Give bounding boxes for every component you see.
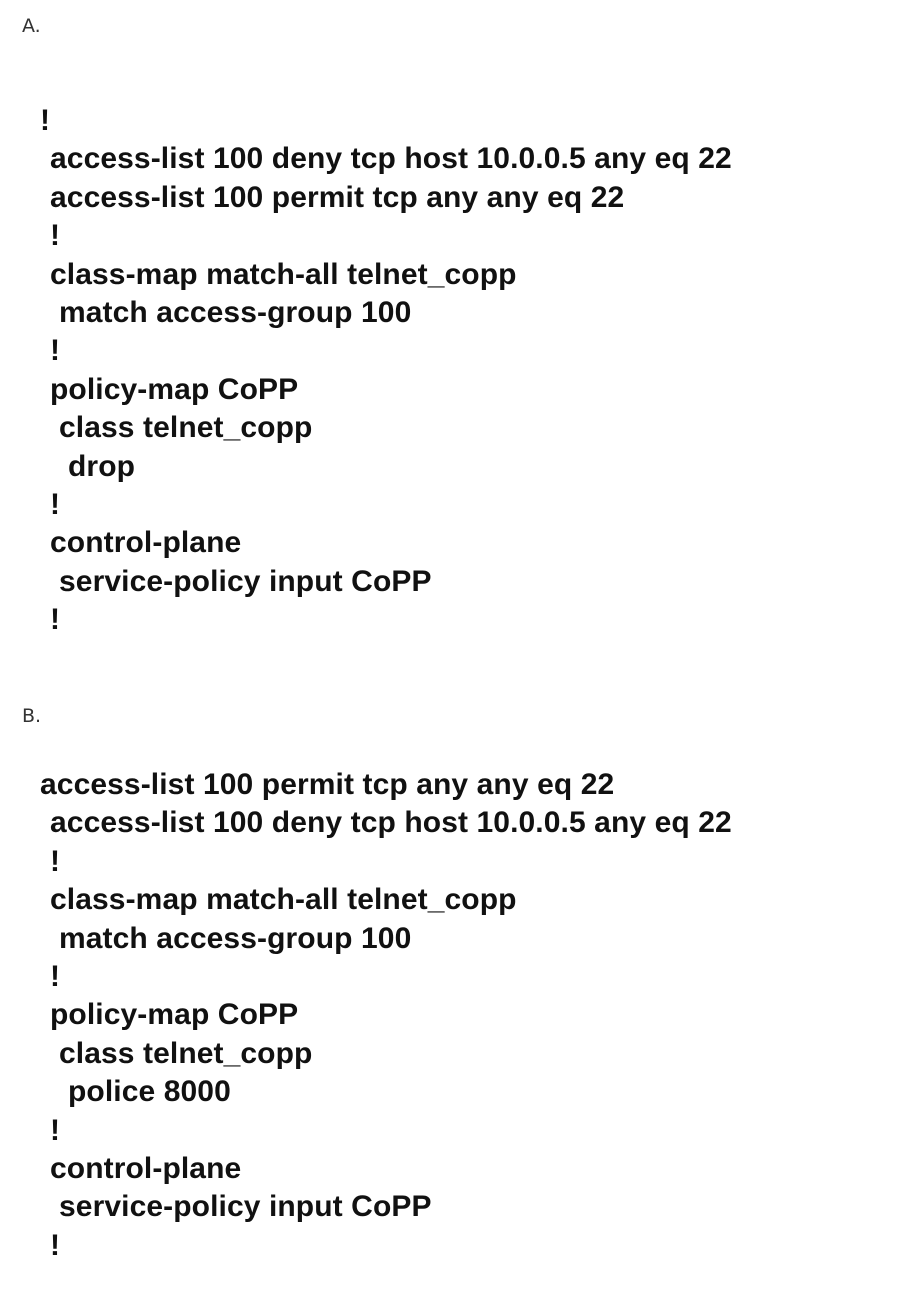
config-line: access-list 100 deny tcp host 10.0.0.5 any eq 22 <box>50 142 732 175</box>
config-line: ! <box>40 104 51 137</box>
config-line: ! <box>50 219 61 252</box>
config-line: match access-group 100 <box>59 922 412 955</box>
config-line: access-list 100 permit tcp any any eq 22 <box>40 768 615 801</box>
config-line: policy-map CoPP <box>50 998 299 1031</box>
config-line: police 8000 <box>68 1075 231 1108</box>
config-line: control-plane <box>50 1152 242 1185</box>
config-line: ! <box>50 603 61 636</box>
config-line: access-list 100 permit tcp any any eq 22 <box>50 181 625 214</box>
config-line: control-plane <box>50 526 242 559</box>
config-line: ! <box>50 488 61 521</box>
config-line: policy-map CoPP <box>50 373 299 406</box>
option-b-label: B. <box>22 705 42 727</box>
option-a-label: A. <box>22 15 41 37</box>
config-line: ! <box>50 1114 61 1147</box>
config-line: class-map match-all telnet_copp <box>50 258 517 291</box>
config-line: service-policy input CoPP <box>59 1190 432 1223</box>
config-line: class-map match-all telnet_copp <box>50 883 517 916</box>
config-line: drop <box>68 450 136 483</box>
config-line: class telnet_copp <box>59 411 313 444</box>
config-line: match access-group 100 <box>59 296 412 329</box>
config-line: ! <box>50 334 61 367</box>
config-line: ! <box>50 1229 61 1262</box>
config-line: access-list 100 deny tcp host 10.0.0.5 any eq 22 <box>50 806 732 839</box>
config-line: class telnet_copp <box>59 1037 313 1070</box>
config-line: service-policy input CoPP <box>59 565 432 598</box>
config-line: ! <box>50 845 61 878</box>
config-line: ! <box>50 960 61 993</box>
